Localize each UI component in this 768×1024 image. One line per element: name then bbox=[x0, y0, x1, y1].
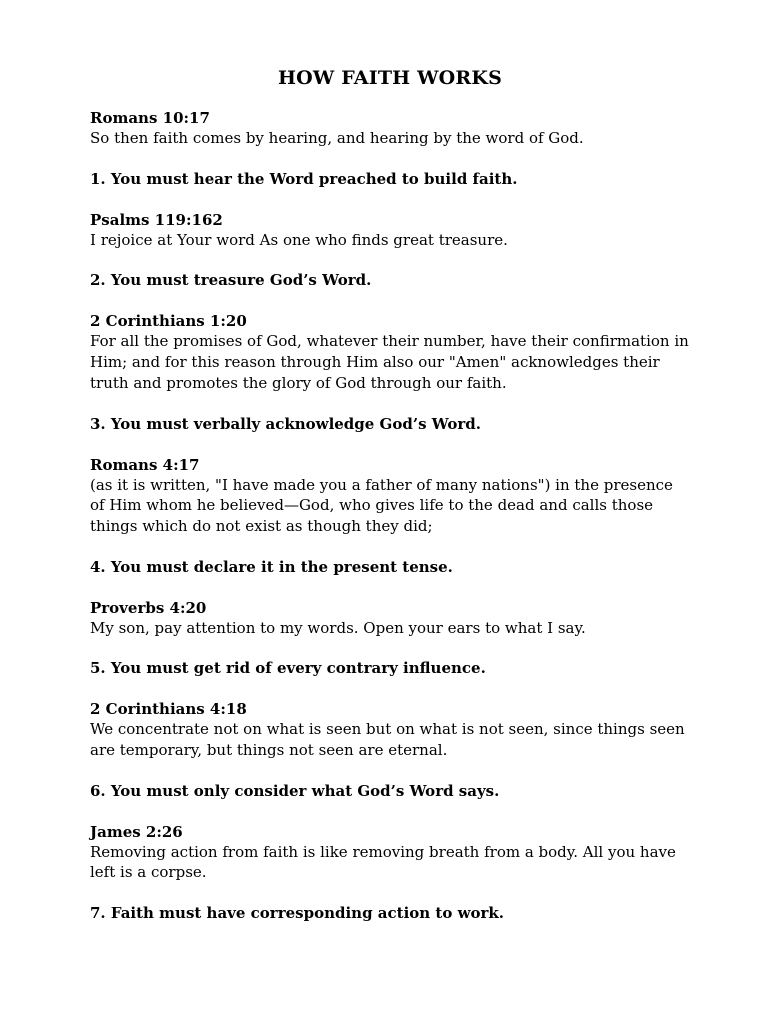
key-point: 2. You must treasure God’s Word. bbox=[90, 271, 372, 290]
key-point: 6. You must only consider what God’s Word says. bbox=[90, 781, 500, 800]
scripture-reference: James 2:26 bbox=[90, 822, 183, 841]
scripture-reference: Romans 10:17 bbox=[90, 109, 210, 127]
scripture-reference: Romans 4:17 bbox=[90, 455, 200, 474]
section-5 bbox=[90, 598, 690, 679]
section-3 bbox=[90, 311, 690, 433]
document-title: HOW FAITH WORKS bbox=[277, 67, 503, 89]
scripture-verse: For all the promises of God, whatever their number, have their confirmation in Him; and for this reason through Him also our "Amen" acknowledges their truth and promotes the glory of God through our faith. bbox=[90, 332, 689, 392]
section-2 bbox=[90, 210, 690, 291]
section-4 bbox=[90, 455, 690, 577]
scripture-block bbox=[90, 822, 690, 883]
scripture-reference: 2 Corinthians 4:18 bbox=[90, 700, 247, 719]
key-point: 5. You must get rid of every contrary influence. bbox=[90, 659, 486, 678]
scripture-verse: My son, pay attention to my words. Open your ears to what I say. bbox=[90, 618, 586, 637]
scripture-block bbox=[90, 108, 690, 149]
key-point: 3. You must verbally acknowledge God’s Word. bbox=[90, 414, 481, 433]
scripture-block bbox=[90, 210, 690, 251]
key-point: 7. Faith must have corresponding action to work. bbox=[90, 904, 505, 923]
document-page bbox=[90, 64, 690, 944]
scripture-verse: We concentrate not on what is seen but on what is not seen, since things seen are temporary, but things not seen are eternal. bbox=[90, 720, 685, 760]
scripture-reference: Proverbs 4:20 bbox=[90, 598, 207, 617]
scripture-verse: I rejoice at Your word As one who finds great treasure. bbox=[90, 230, 508, 249]
scripture-verse: (as it is written, "I have made you a father of many nations") in the presence of Him whom he believed—God, who gives life to the dead and calls those things which do not exist as though they did; bbox=[90, 475, 673, 535]
section-1 bbox=[90, 108, 690, 189]
section-6 bbox=[90, 699, 690, 800]
scripture-reference: Psalms 119:162 bbox=[90, 210, 223, 229]
scripture-reference: 2 Corinthians 1:20 bbox=[90, 312, 247, 331]
scripture-block bbox=[90, 311, 690, 393]
section-7 bbox=[90, 822, 690, 923]
scripture-block bbox=[90, 598, 690, 639]
key-point: 4. You must declare it in the present tense. bbox=[90, 557, 453, 576]
scripture-block bbox=[90, 699, 690, 760]
scripture-block bbox=[90, 455, 690, 537]
key-point: 1. You must hear the Word preached to build faith. bbox=[90, 169, 518, 188]
scripture-verse: Removing action from faith is like removing breath from a body. All you have left is a corpse. bbox=[90, 842, 676, 882]
scripture-verse: So then faith comes by hearing, and hearing by the word of God. bbox=[90, 129, 584, 147]
